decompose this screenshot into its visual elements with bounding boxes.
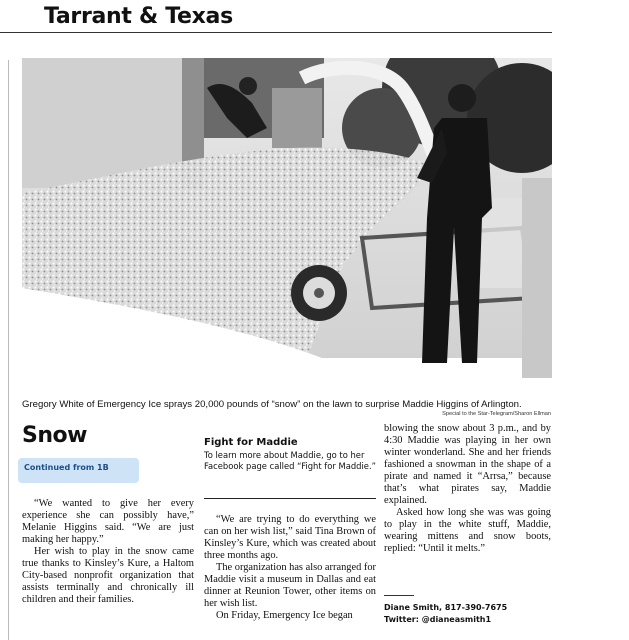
author-byline: Diane Smith, 817-390-7675 xyxy=(384,603,508,612)
paragraph: Asked how long she was was going to play in the white stuff, Maddie, wearing mittens and snow boots, replied: “Until it melts.” xyxy=(384,507,551,554)
sidebar-title: Fight for Maddie xyxy=(204,437,298,448)
article-column-1 xyxy=(22,498,194,606)
sidebar-divider xyxy=(204,498,376,499)
continued-from-label: Continued from 1B xyxy=(24,463,109,472)
article-column-3 xyxy=(384,423,551,555)
author-twitter: Twitter: @dianeasmith1 xyxy=(384,615,492,624)
page-edge-line xyxy=(8,60,9,640)
section-rule xyxy=(0,32,552,33)
photo-caption: Gregory White of Emergency Ice sprays 20,000 pounds of “snow” on the lawn to surprise Maddie Higgins of Arlington. xyxy=(22,399,522,410)
photo-credit: Special to the Star-Telegram/Sharon Ellman xyxy=(442,411,551,417)
article-column-2 xyxy=(204,514,376,622)
article-headline: Snow xyxy=(22,423,87,448)
paragraph: On Friday, Emergency Ice began xyxy=(216,610,353,621)
paragraph: “We wanted to give her every experience she can possibly have,” Melanie Higgins said. “We are just making her happy.” xyxy=(22,498,194,545)
news-photo xyxy=(22,58,552,386)
paragraph: Her wish to play in the snow came true thanks to Kinsley’s Kure, a Haltom City-based nonprofit organization that assists terminally and chronically ill children and their families. xyxy=(22,546,194,605)
paragraph: blowing the snow about 3 p.m., and by 4:30 Maddie was playing in her own winter wonderland. She and her friends fashioned a snowman in the shape of a pirate and named it “Arrsa,” because that’s what pirates say, Maddie explained. xyxy=(384,423,551,506)
paragraph: “We are trying to do everything we can on her wish list,” said Tina Brown of Kinsley’s Kure, which was created about three months ago. xyxy=(204,514,376,561)
section-title: Tarrant & Texas xyxy=(44,4,233,29)
byline-rule xyxy=(384,595,414,596)
sidebar-text: To learn more about Maddie, go to her Facebook page called “Fight for Maddie.” xyxy=(204,450,376,471)
continued-from-badge xyxy=(18,458,139,483)
paragraph: The organization has also arranged for Maddie visit a museum in Dallas and eat dinner at Reunion Tower, other items on her wish list. xyxy=(204,562,376,609)
